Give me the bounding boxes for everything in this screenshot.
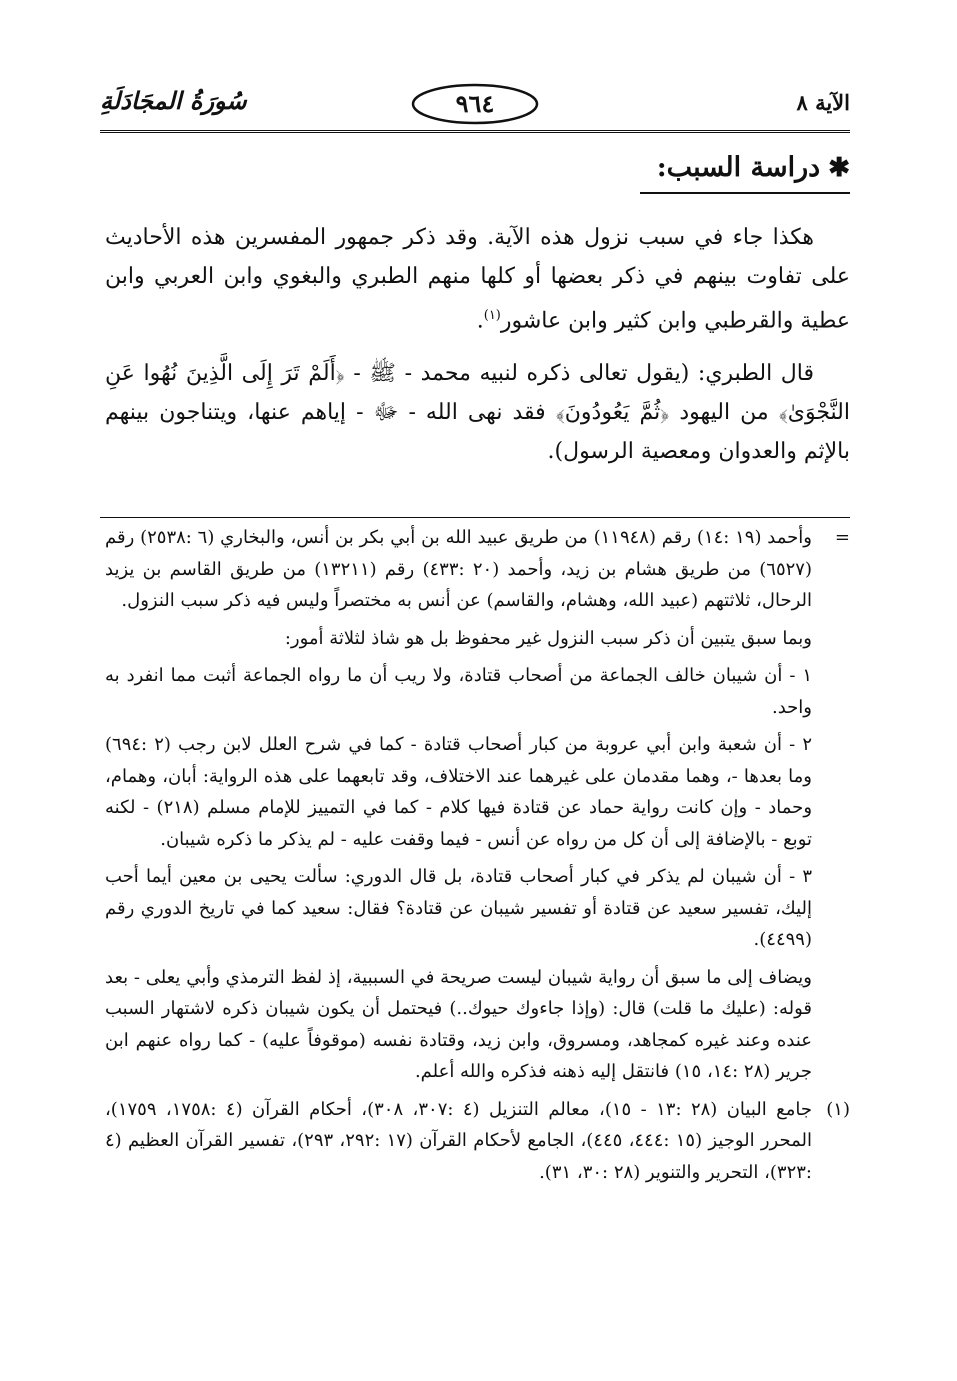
footnote-intro: وبما سبق يتبين أن ذكر سبب النزول غير محفوظ بل هو شاذ لثلاثة أمور:	[284, 627, 812, 649]
footnote-separator	[100, 517, 850, 518]
section-heading-text: دراسة السبب:	[656, 152, 821, 183]
header-rule	[100, 130, 850, 133]
footnote-point-2: ٢ - أن شعبة وابن أبي عروبة من كبار أصحاب قتادة - كما في شرح العلل لابن رجب (٢ :٦٩٤) وما بعدها -، وهما مقدمان على غيرهما عند الاختلاف، وقد تابعهما على هذه الرواية: أبان، وهمام، وحماد - وإن كانت رواية حماد عن قتادة فيها كلام - كما في التمييز للإمام مسلم (٢١٨) - لكنه توبع - بالإضافة إلى أن كل من رواه عن أنس - فيما وقفت عليه - لم يذكر ما ذكره شيبان.	[105, 734, 813, 850]
page-number-badge	[410, 82, 540, 126]
section-heading	[657, 152, 850, 183]
page-header	[100, 84, 850, 128]
page-number: ٩٦٤	[455, 89, 495, 118]
paragraph-1: هكذا جاء في سبب نزول هذه الآية. وقد ذكر جمهور المفسرين هذه الأحاديث على تفاوت بينهم في ذكر بعضها أو كلها منهم الطبري والبغوي وابن العربي وابن عطية والقرطبي وابن كثير وابن عاشور$^{(١)}$.	[105, 225, 850, 334]
continuation-mark: =	[834, 527, 850, 548]
verse-label: الآية ٨	[796, 90, 850, 115]
footnote-1: (١) جامع البيان (٢٨ :١٣ - ١٥)، معالم التنزيل (٤ :٣٠٧، ٣٠٨)، أحكام القرآن (٤ :١٧٥٨، ١٧٥٩)، المحرر الوجيز (١٥ :٤٤٤، ٤٤٥)، الجامع لأحكام القرآن (١٧ :٢٩٢، ٢٩٣)، تفسير القرآن العظيم (٤ :٣٢٣)، التحرير والتنوير (٢٨ :٣٠، ٣١).	[105, 1094, 850, 1189]
footnote-1-mark: (١)	[826, 1098, 850, 1120]
paragraph-2: قال الطبري: (يقول تعالى ذكره لنبيه محمد - ﷺ - ﴿أَلَمْ تَرَ إِلَى الَّذِينَ نُهُوا عَنِ النَّجْوَىٰ﴾ من اليهود ﴿ثُمَّ يَعُودُونَ﴾ فقد نهى الله - ﷻ - إياهم عنها، ويتناجون بينهم بالإثم والعدوان ومعصية الرسول).	[105, 361, 850, 465]
footnote-ref: (١)	[483, 308, 501, 323]
asterisk-icon: ✱	[828, 152, 850, 183]
footnote-point-3: ٣ - أن شيبان لم يذكر في كبار أصحاب قتادة، بل قال الدوري: سألت يحيى بن معين أيما أحب إليك، تفسير سعيد عن قتادة أو تفسير شيبان عن قتادة؟ فقال: سعيد كما في تاريخ الدوري رقم (٤٤٩٩).	[105, 866, 813, 950]
surah-title: سُورَةُ المجَادَلَةِ	[100, 86, 247, 115]
footnotes-section	[105, 522, 850, 1194]
footnote-continuation: = وأحمد (١٩ :١٤) رقم (١١٩٤٨) من طريق عبيد الله بن أبي بكر بن أنس، والبخاري (٦ :٢٥٣٨) رقم (٦٥٢٧) من طريق هشام بن زيد، وأحمد (٢٠ :٤٣٣) رقم (١٣٢١١) من طريق القاسم بن يزيد الرحال، ثلاثتهم (عبيد الله، وهشام، والقاسم) عن أنس به مختصراً وليس فيه ذكر سبب النزول.	[105, 522, 850, 617]
footnote-point-1: ١ - أن شيبان خالف الجماعة من أصحاب قتادة، ولا ريب أن ما رواه الجماعة أثبت مما انفرد به واحد.	[105, 665, 812, 718]
heading-underline	[640, 192, 850, 194]
footnote-addition: ويضاف إلى ما سبق أن رواية شيبان ليست صريحة في السببية، إذ لفظ الترمذي وأبي يعلى - بعد قوله: (عليك ما قلت) قال: (وإذا جاءوك حيوك..) فيحتمل أن يكون شيبان ذكره لاشتهار السبب عنده وعند غيره كمجاهد، ومسروق، وابن زيد، وقتادة نفسه (موقوفاً عليه) - كما رواه عنهم ابن جرير (٢٨ :١٤، ١٥) فانتقل إليه ذهنه فذكره والله أعلم.	[105, 966, 812, 1082]
main-text	[105, 218, 850, 485]
